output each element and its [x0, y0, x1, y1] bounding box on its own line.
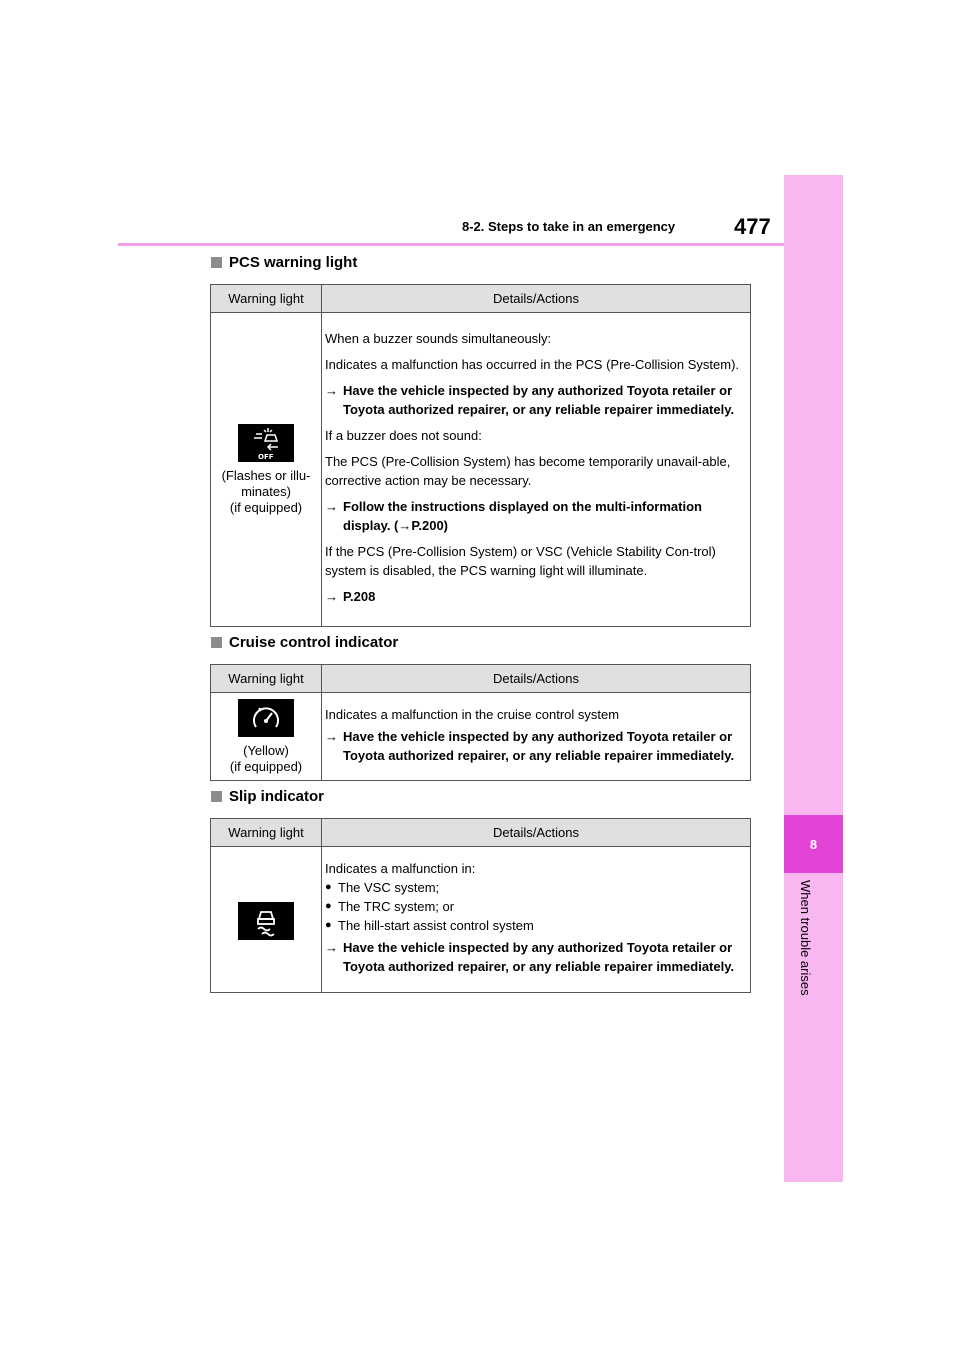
icon-caption: (if equipped) [229, 499, 303, 515]
arrow-icon: → [325, 499, 338, 514]
arrow-icon: → [325, 383, 338, 398]
section-title-text: Cruise control indicator [229, 634, 399, 651]
square-bullet-icon [211, 637, 222, 648]
table-header-row [211, 665, 751, 693]
warning-light-cell [211, 847, 322, 993]
cruise-table [210, 664, 751, 781]
list-item-text: The VSC system; [338, 880, 440, 895]
detail-text: The PCS (Pre-Collision System) has become temporarily unavail-able, corrective action may be necessary. [325, 454, 731, 488]
col-header-details: Details/Actions [322, 285, 751, 313]
header-divider [118, 243, 784, 246]
detail-text: Indicates a malfunction has occurred in the PCS (Pre-Collision System). [325, 357, 740, 372]
section-title-text: PCS warning light [229, 254, 358, 271]
bullet-dot-icon: ● [325, 881, 332, 893]
icon-caption: minates) [241, 483, 291, 499]
arrow-icon: → [325, 589, 338, 604]
action-item [325, 497, 744, 535]
page-reference-link[interactable]: P.208 [343, 589, 376, 604]
details-cell [322, 847, 751, 993]
page-reference-link[interactable]: Follow the instructions displayed on the multi-information display. (→P.200) [343, 499, 702, 533]
details-cell [322, 313, 751, 627]
action-item [325, 727, 744, 765]
slip-table [210, 818, 751, 993]
action-item [325, 938, 744, 976]
col-header-details: Details/Actions [322, 665, 751, 693]
list-item [325, 878, 744, 897]
list-item-text: The hill-start assist control system [338, 918, 534, 933]
chapter-title-vertical: When trouble arises [798, 880, 813, 996]
bullet-dot-icon: ● [325, 900, 332, 912]
detail-text: When a buzzer sounds simultaneously: [325, 331, 552, 346]
icon-caption: (Flashes or illu- [221, 467, 311, 483]
detail-text: Indicates a malfunction in the cruise control system [325, 706, 620, 722]
col-header-warning-light: Warning light [211, 285, 322, 313]
cruise-control-icon [238, 699, 294, 737]
details-cell [322, 693, 751, 781]
icon-caption: (if equipped) [229, 758, 303, 774]
pcs-off-icon [238, 424, 294, 462]
svg-text:OFF: OFF [258, 452, 274, 461]
chapter-number-tab[interactable]: 8 [784, 815, 843, 873]
icon-caption: (Yellow) [243, 742, 289, 758]
warning-light-cell [211, 693, 322, 781]
detail-text: If the PCS (Pre-Collision System) or VSC (Vehicle Stability Con-trol) system is disabled, the PCS warning light will illuminate. [325, 544, 716, 578]
section-title-pcs [211, 254, 357, 271]
warning-light-cell [211, 313, 322, 627]
table-row [211, 313, 751, 627]
action-text: Have the vehicle inspected by any authorized Toyota retailer or Toyota authorized repairer, or any reliable repairer immediately. [343, 940, 735, 974]
section-title-cruise [211, 634, 398, 651]
bullet-dot-icon: ● [325, 919, 332, 931]
pcs-table [210, 284, 751, 627]
list-item [325, 916, 744, 935]
list-item-text: The TRC system; or [338, 899, 455, 914]
arrow-icon: → [325, 728, 338, 744]
action-item [325, 587, 744, 606]
action-text: Have the vehicle inspected by any authorized Toyota retailer or Toyota authorized repairer, or any reliable repairer immediately. [343, 383, 735, 417]
section-title-text: Slip indicator [229, 788, 325, 805]
square-bullet-icon [211, 257, 222, 268]
chapter-side-tab [784, 175, 843, 1182]
list-item [325, 897, 744, 916]
detail-text: If a buzzer does not sound: [325, 428, 482, 443]
col-header-warning-light: Warning light [211, 665, 322, 693]
col-header-warning-light: Warning light [211, 819, 322, 847]
section-header: 8-2. Steps to take in an emergency [462, 219, 676, 234]
table-row [211, 693, 751, 781]
table-header-row [211, 819, 751, 847]
col-header-details: Details/Actions [322, 819, 751, 847]
square-bullet-icon [211, 791, 222, 802]
action-text: Have the vehicle inspected by any authorized Toyota retailer or Toyota authorized repairer, or any reliable repairer immediately. [343, 728, 735, 763]
table-header-row [211, 285, 751, 313]
detail-text: Indicates a malfunction in: [325, 861, 476, 876]
section-title-slip [211, 788, 324, 805]
arrow-icon: → [325, 940, 338, 955]
action-item [325, 381, 744, 419]
page-number: 477 [734, 214, 771, 239]
table-row [211, 847, 751, 993]
slip-indicator-icon [238, 902, 294, 940]
